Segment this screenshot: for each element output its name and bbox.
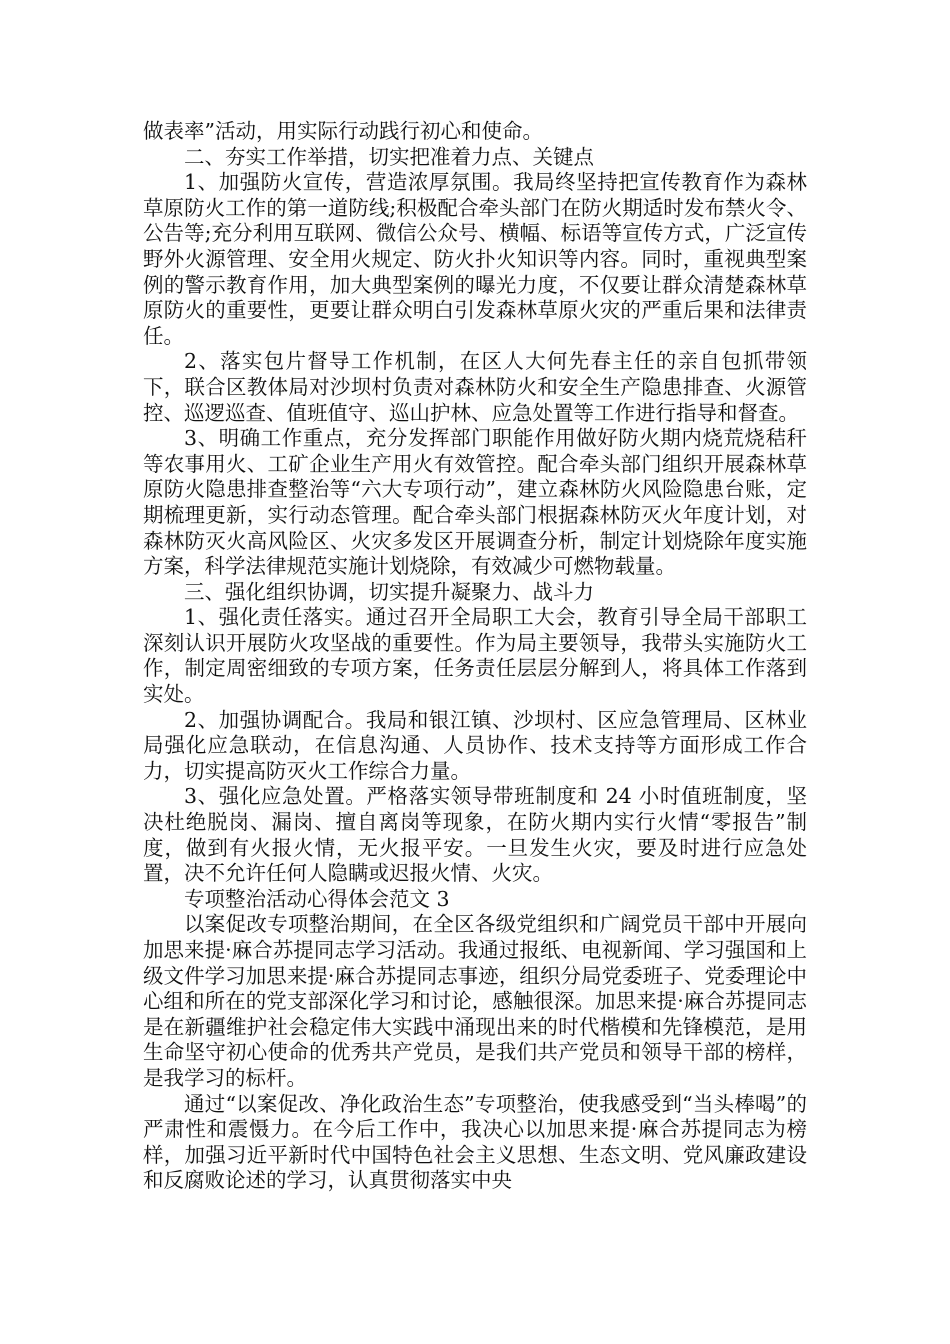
paragraph: 做表率”活动，用实际行动践行初心和使命。: [143, 119, 543, 143]
paragraph: 1、加强防火宣传，营造浓厚氛围。我局终坚持把宣传教育作为森林草原防火工作的第一道防线;积极配合牵头部门在防火期适时发布禁火令、公告等;充分利用互联网、微信公众号、横幅、标语等宣传方式，广泛宣传野外火源管理、安全用火规定、防火扑火知识等内容。同时，重视典型案例的警示教育作用，加大典型案例的曝光力度，不仅要让群众清楚森林草原防火的重要性，更要让群众明白引发森林草原火灾的严重后果和法律责任。: [143, 170, 807, 348]
paragraph: 2、加强协调配合。我局和银江镇、沙坝村、区应急管理局、区林业局强化应急联动，在信息沟通、人员协作、技术支持等方面形成工作合力，切实提高防灭火工作综合力量。: [143, 707, 807, 783]
paragraph: 以案促改专项整治期间，在全区各级党组织和广阔党员干部中开展向加思来提·麻合苏提同志学习活动。我通过报纸、电视新闻、学习强国和上级文件学习加思来提·麻合苏提同志事迹，组织分局党委班子、党委理论中心组和所在的党支部深化学习和讨论，感触很深。加思来提·麻合苏提同志是在新疆维护社会稳定伟大实践中涌现出来的时代楷模和先锋模范，是用生命坚守初心使命的优秀共产党员，是我们共产党员和领导干部的榜样，是我学习的标杆。: [143, 912, 807, 1090]
paragraph: 通过“以案促改、净化政治生态”专项整治，使我感受到“当头棒喝”的严肃性和震慑力。在今后工作中，我决心以加思来提·麻合苏提同志为榜样，加强习近平新时代中国特色社会主义思想、生态文明、党风廉政建设和反腐败论述的学习，认真贯彻落实中央: [143, 1091, 807, 1193]
paragraph: 1、强化责任落实。通过召开全局职工大会，教育引导全局干部职工深刻认识开展防火攻坚战的重要性。作为局主要领导，我带头实施防火工作，制定周密细致的专项方案，任务责任层层分解到人，将具体工作落到实处。: [143, 605, 807, 707]
paragraph: 3、强化应急处置。严格落实领导带班制度和 24 小时值班制度，坚决杜绝脱岗、漏岗、擅自离岗等现象，在防火期内实行火情“零报告”制度，做到有火报火情，无火报平安。一旦发生火灾，要及时进行应急处置，决不允许任何人隐瞒或迟报火情、火灾。: [143, 784, 807, 886]
paragraph: 2、落实包片督导工作机制，在区人大何先春主任的亲自包抓带领下，联合区教体局对沙坝村负责对森林防火和安全生产隐患排查、火源管控、巡逻巡查、值班值守、巡山护林、应急处置等工作进行指导和督查。: [143, 349, 807, 425]
section-heading: 三、强化组织协调，切实提升凝聚力、战斗力: [184, 579, 594, 604]
section-heading: 二、夯实工作举措，切实把准着力点、关键点: [184, 144, 594, 169]
essay-title: 专项整治活动心得体会范文 3: [184, 886, 450, 911]
paragraph: 3、明确工作重点，充分发挥部门职能作用做好防火期内烧荒烧秸秆等农事用火、工矿企业生产用火有效管控。配合牵头部门组织开展森林草原防火隐患排查整治等“六大专项行动”，建立森林防火风险隐患台账，定期梳理更新，实行动态管理。配合牵头部门根据森林防灭火年度计划，对森林防灭火高风险区、火灾多发区开展调查分析，制定计划烧除年度实施方案，科学法律规范实施计划烧除，有效减少可燃物载量。: [143, 426, 807, 579]
document-body: [143, 119, 807, 1194]
